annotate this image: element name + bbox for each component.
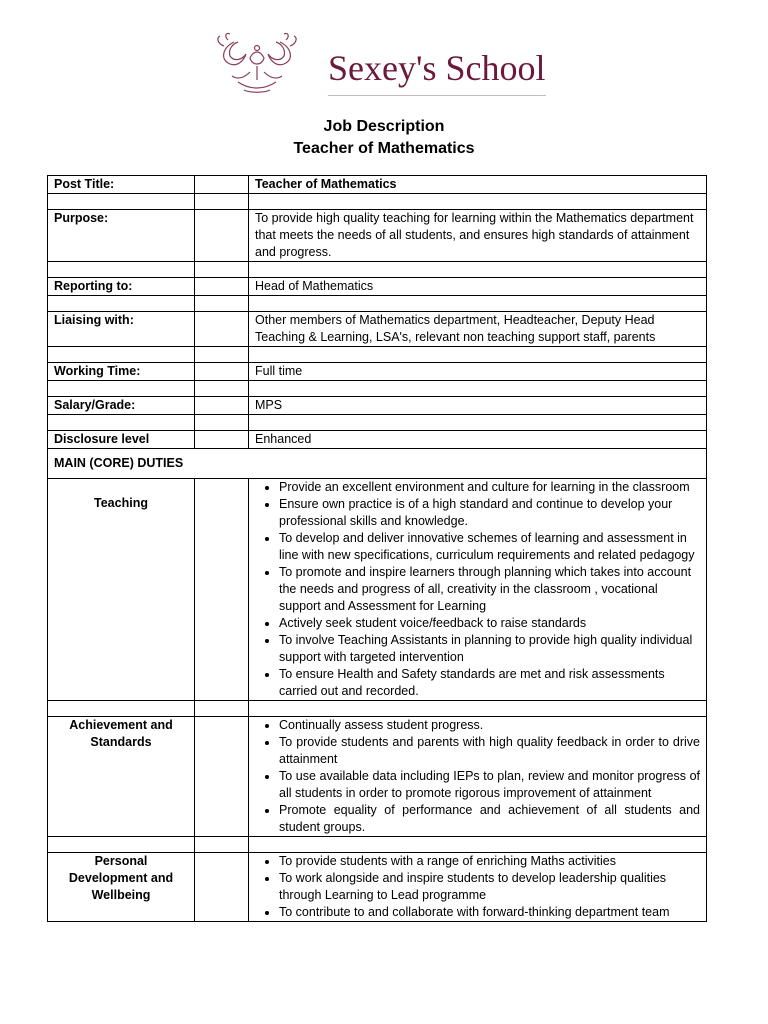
list-item: • To work alongside and inspire students to develop leadership qualities through Learning to Lead programme — [279, 870, 700, 904]
list-item: • To involve Teaching Assistants in planning to provide high quality individual support with targeted intervention — [279, 632, 700, 666]
duties-list — [255, 853, 700, 921]
row-salary — [48, 397, 707, 415]
liaising-label: Liaising with: — [48, 312, 195, 347]
disclosure-value: Enhanced — [249, 431, 707, 449]
list-item: • To promote and inspire learners through planning which takes into account the needs and progress of all, creativity in the classroom , vocational support and Assessment for Learning — [279, 564, 700, 615]
post-title-value: Teacher of Mathematics — [249, 176, 707, 194]
reporting-label: Reporting to: — [48, 278, 195, 296]
liaising-value: Other members of Mathematics department, Headteacher, Deputy Head Teaching & Learning, LSA's, relevant non teaching support staff, parents — [249, 312, 707, 347]
list-item: • To develop and deliver innovative schemes of learning and assessment in line with new specifications, curriculum requirements and related pedagogy — [279, 530, 700, 564]
list-item: • Continually assess student progress. — [279, 717, 700, 734]
purpose-value: To provide high quality teaching for learning within the Mathematics department that meets the needs of all students, and ensures high standards of attainment and progress. — [249, 210, 707, 262]
school-name: Sexey's School — [328, 48, 546, 88]
row-duties-heading — [48, 449, 707, 479]
row-purpose — [48, 210, 707, 262]
row-disclosure — [48, 431, 707, 449]
row-section-personal-development — [48, 853, 707, 922]
purpose-label: Purpose: — [48, 210, 195, 262]
list-item: • To provide students and parents with high quality feedback in order to drive attainment — [279, 734, 700, 768]
list-item: • To contribute to and collaborate with forward-thinking department team — [279, 904, 700, 921]
row-liaising — [48, 312, 707, 347]
duties-heading: MAIN (CORE) DUTIES — [48, 449, 707, 479]
section-label: Achievement and Standards — [48, 717, 195, 837]
list-item: • To use available data including IEPs to plan, review and monitor progress of all students in order to promote rigorous improvement of attainment — [279, 768, 700, 802]
document-subtitle: Teacher of Mathematics — [293, 140, 475, 157]
row-reporting — [48, 278, 707, 296]
working-time-value: Full time — [249, 363, 707, 381]
section-label: Teaching — [48, 479, 195, 701]
document-title: Job Description — [323, 118, 445, 135]
row-section-teaching — [48, 479, 707, 701]
job-description-table — [47, 175, 707, 922]
doves-crest-icon — [218, 33, 296, 92]
reporting-value: Head of Mathematics — [249, 278, 707, 296]
list-item: • To ensure Health and Safety standards are met and risk assessments carried out and recorded. — [279, 666, 700, 700]
row-working-time — [48, 363, 707, 381]
list-item: • Provide an excellent environment and culture for learning in the classroom — [279, 479, 700, 496]
list-item: • Promote equality of performance and achievement of all students and student groups. — [279, 802, 700, 836]
section-label: Personal Development and Wellbeing — [48, 853, 195, 922]
row-post-title — [48, 176, 707, 194]
row-section-achievement — [48, 717, 707, 837]
working-time-label: Working Time: — [48, 363, 195, 381]
logo-divider — [328, 95, 546, 96]
duties-list — [255, 717, 700, 836]
disclosure-label: Disclosure level — [48, 431, 195, 449]
post-title-label: Post Title: — [48, 176, 195, 194]
list-item: • To provide students with a range of enriching Maths activities — [279, 853, 700, 870]
list-item: • Ensure own practice is of a high standard and continue to develop your professional skills and knowledge. — [279, 496, 700, 530]
salary-value: MPS — [249, 397, 707, 415]
duties-list — [255, 479, 700, 700]
salary-label: Salary/Grade: — [48, 397, 195, 415]
list-item: • Actively seek student voice/feedback to raise standards — [279, 615, 700, 632]
